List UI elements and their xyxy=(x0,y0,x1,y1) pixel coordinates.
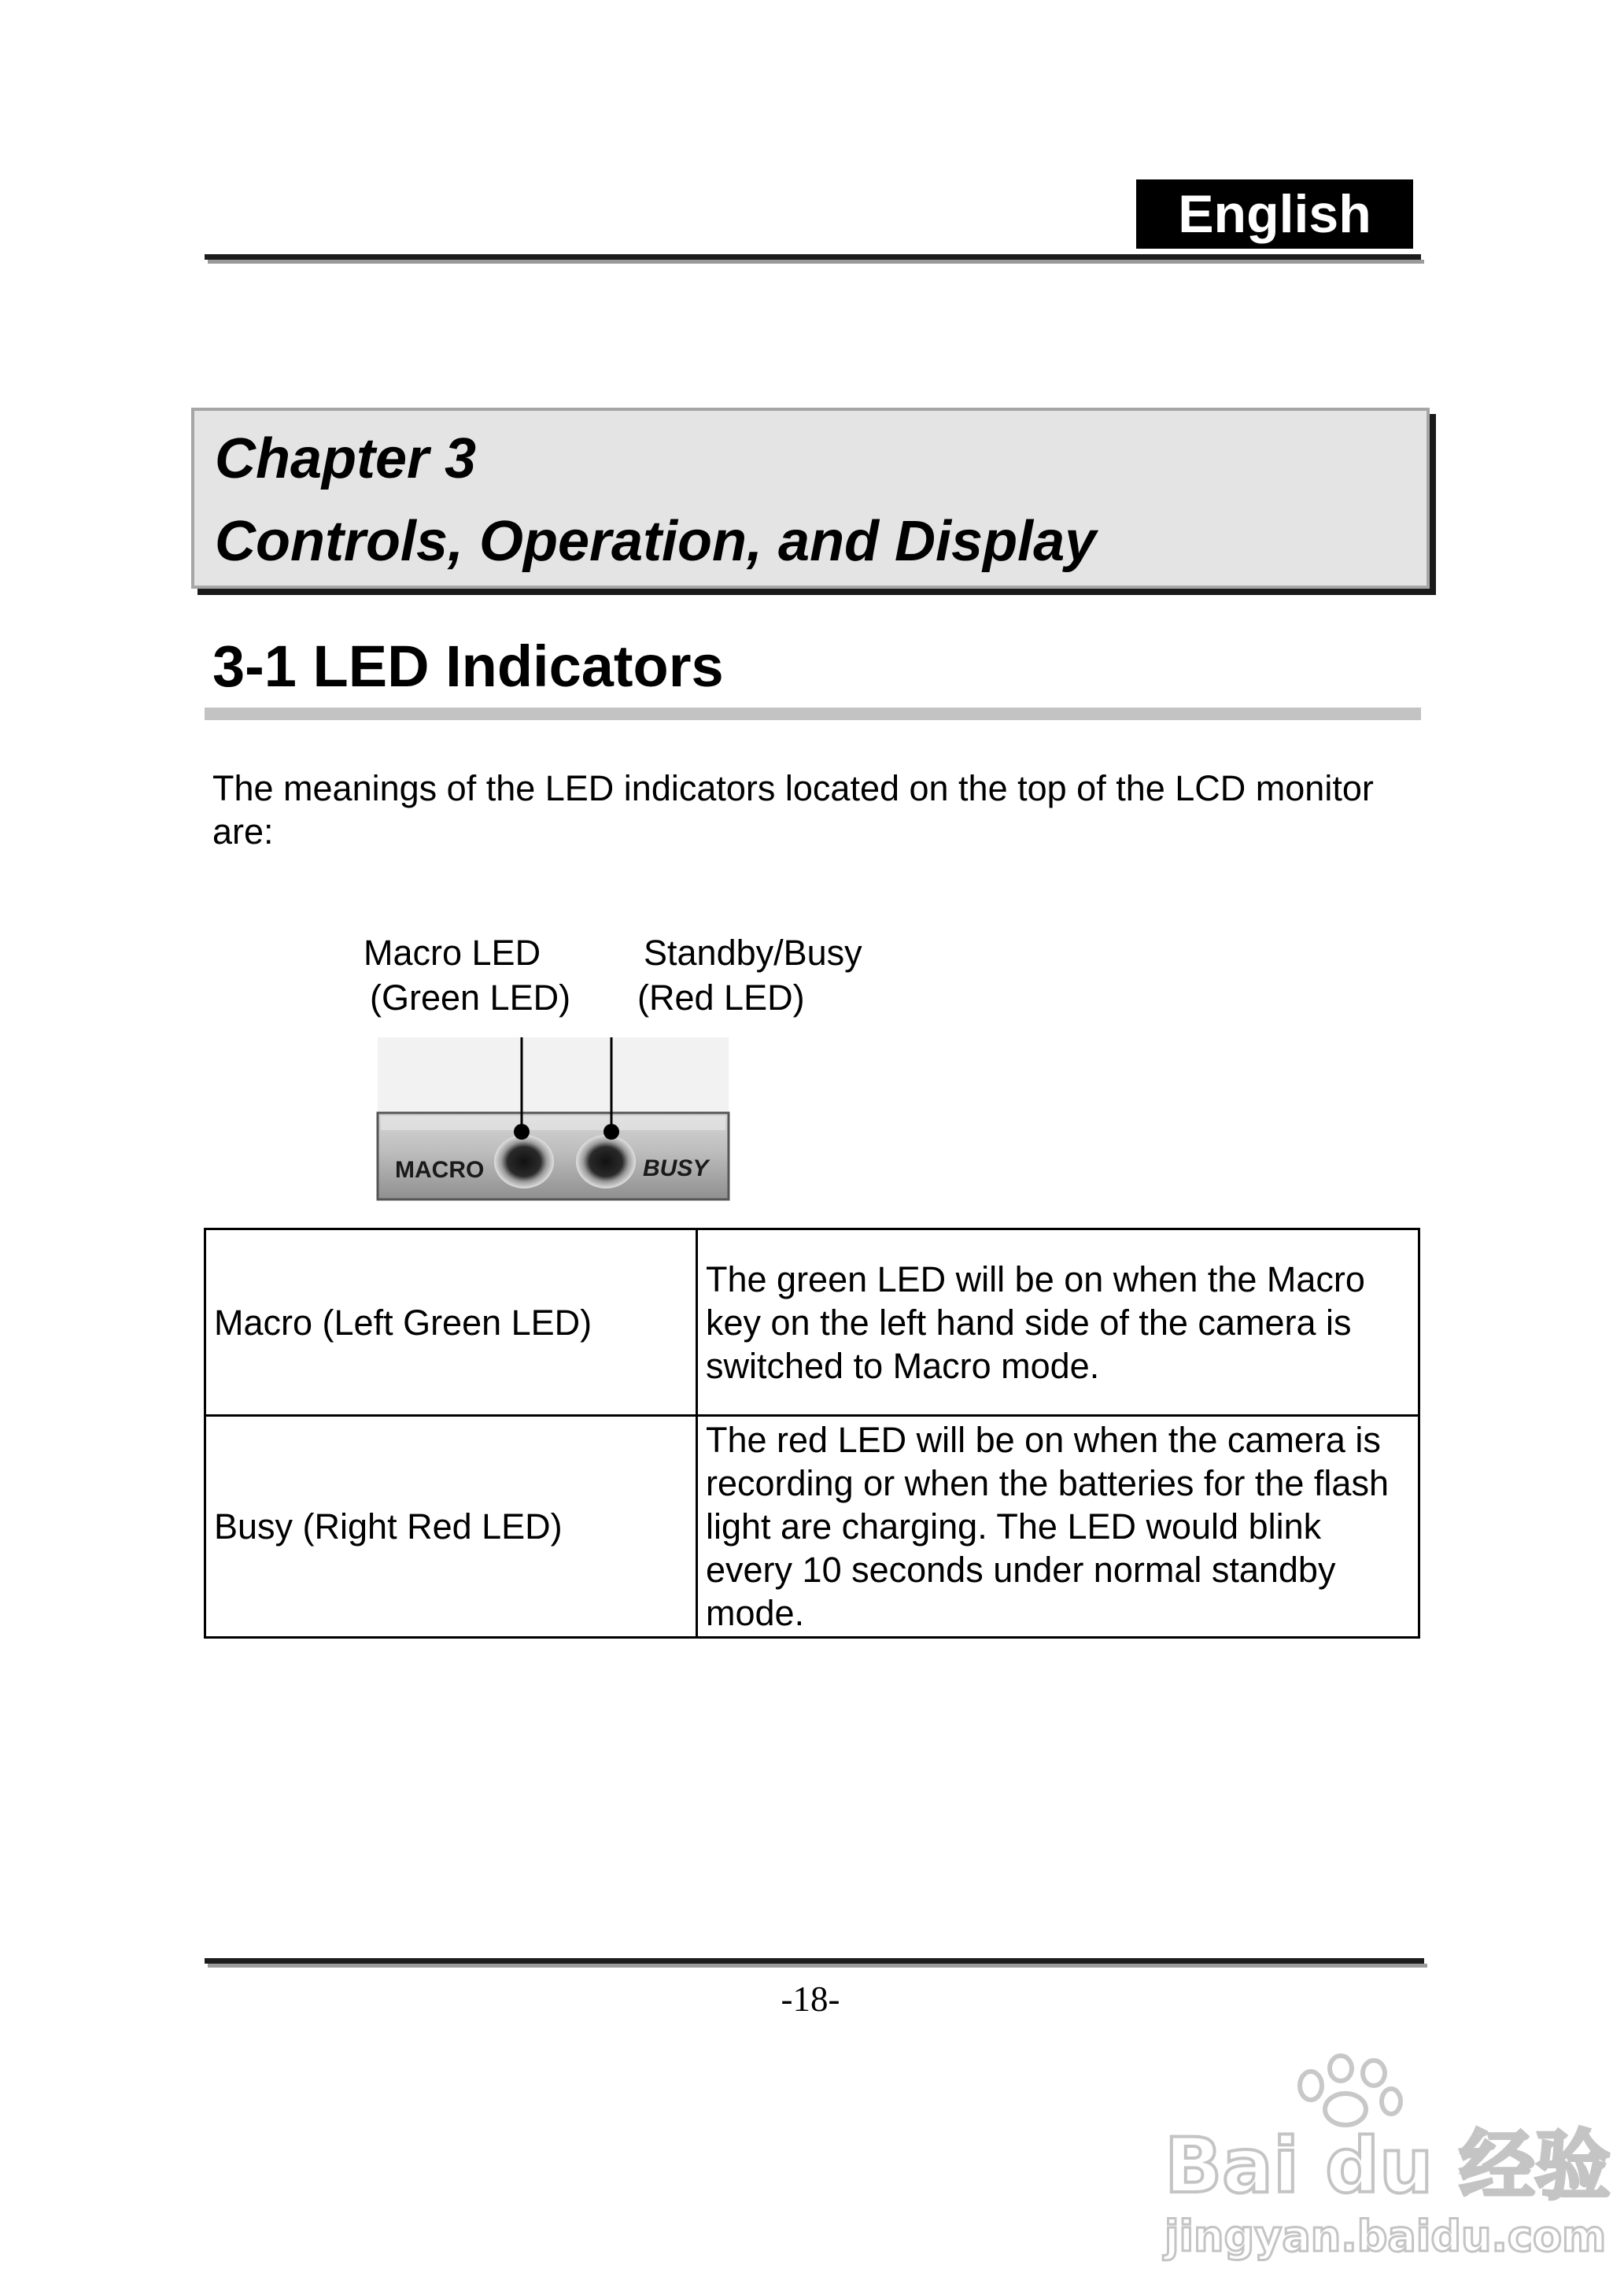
macro-led-icon xyxy=(494,1135,554,1188)
page-number: -18- xyxy=(781,1979,840,2019)
photo-busy-text: BUSY xyxy=(643,1155,709,1181)
led-indicator-photo xyxy=(378,1037,729,1199)
footer-rule xyxy=(205,1958,1424,1964)
led-name-cell: Busy (Right Red LED) xyxy=(205,1416,697,1638)
table-row xyxy=(205,1229,1419,1416)
footer-rule-shadow xyxy=(208,1964,1427,1968)
busy-led-icon xyxy=(576,1135,636,1188)
watermark-brand: Bai du 经验 xyxy=(1164,2122,1611,2210)
section-rule xyxy=(205,708,1421,720)
led-description-cell: The red LED will be on when the camera is recording or when the batteries for the flash light are charging. The LED would blink every 10 seconds under normal standby mode. xyxy=(697,1416,1419,1638)
macro-led-sublabel: (Green LED) xyxy=(370,978,571,1018)
watermark-url: jingyan.baidu.com xyxy=(1164,2212,1607,2261)
table-row xyxy=(205,1416,1419,1638)
photo-macro-text: MACRO xyxy=(395,1157,485,1183)
chapter-number: Chapter 3 xyxy=(215,427,477,490)
intro-paragraph: The meanings of the LED indicators located on the top of the LCD monitor are: xyxy=(212,768,1374,852)
busy-led-label: Standby/Busy xyxy=(644,933,862,973)
macro-led-label: Macro LED xyxy=(364,933,541,973)
header-rule-shadow xyxy=(208,260,1424,264)
section-title: 3-1 LED Indicators xyxy=(212,634,724,699)
led-name-cell: Macro (Left Green LED) xyxy=(205,1229,697,1416)
baidu-watermark-logo xyxy=(1149,2054,1611,2267)
chapter-title: Controls, Operation, and Display xyxy=(215,510,1097,573)
language-badge: English xyxy=(1136,179,1413,249)
led-description-cell: The green LED will be on when the Macro key on the left hand side of the camera is switched to Macro mode. xyxy=(697,1229,1419,1416)
led-table xyxy=(204,1228,1420,1639)
header-rule xyxy=(205,254,1421,260)
busy-led-sublabel: (Red LED) xyxy=(637,978,805,1018)
